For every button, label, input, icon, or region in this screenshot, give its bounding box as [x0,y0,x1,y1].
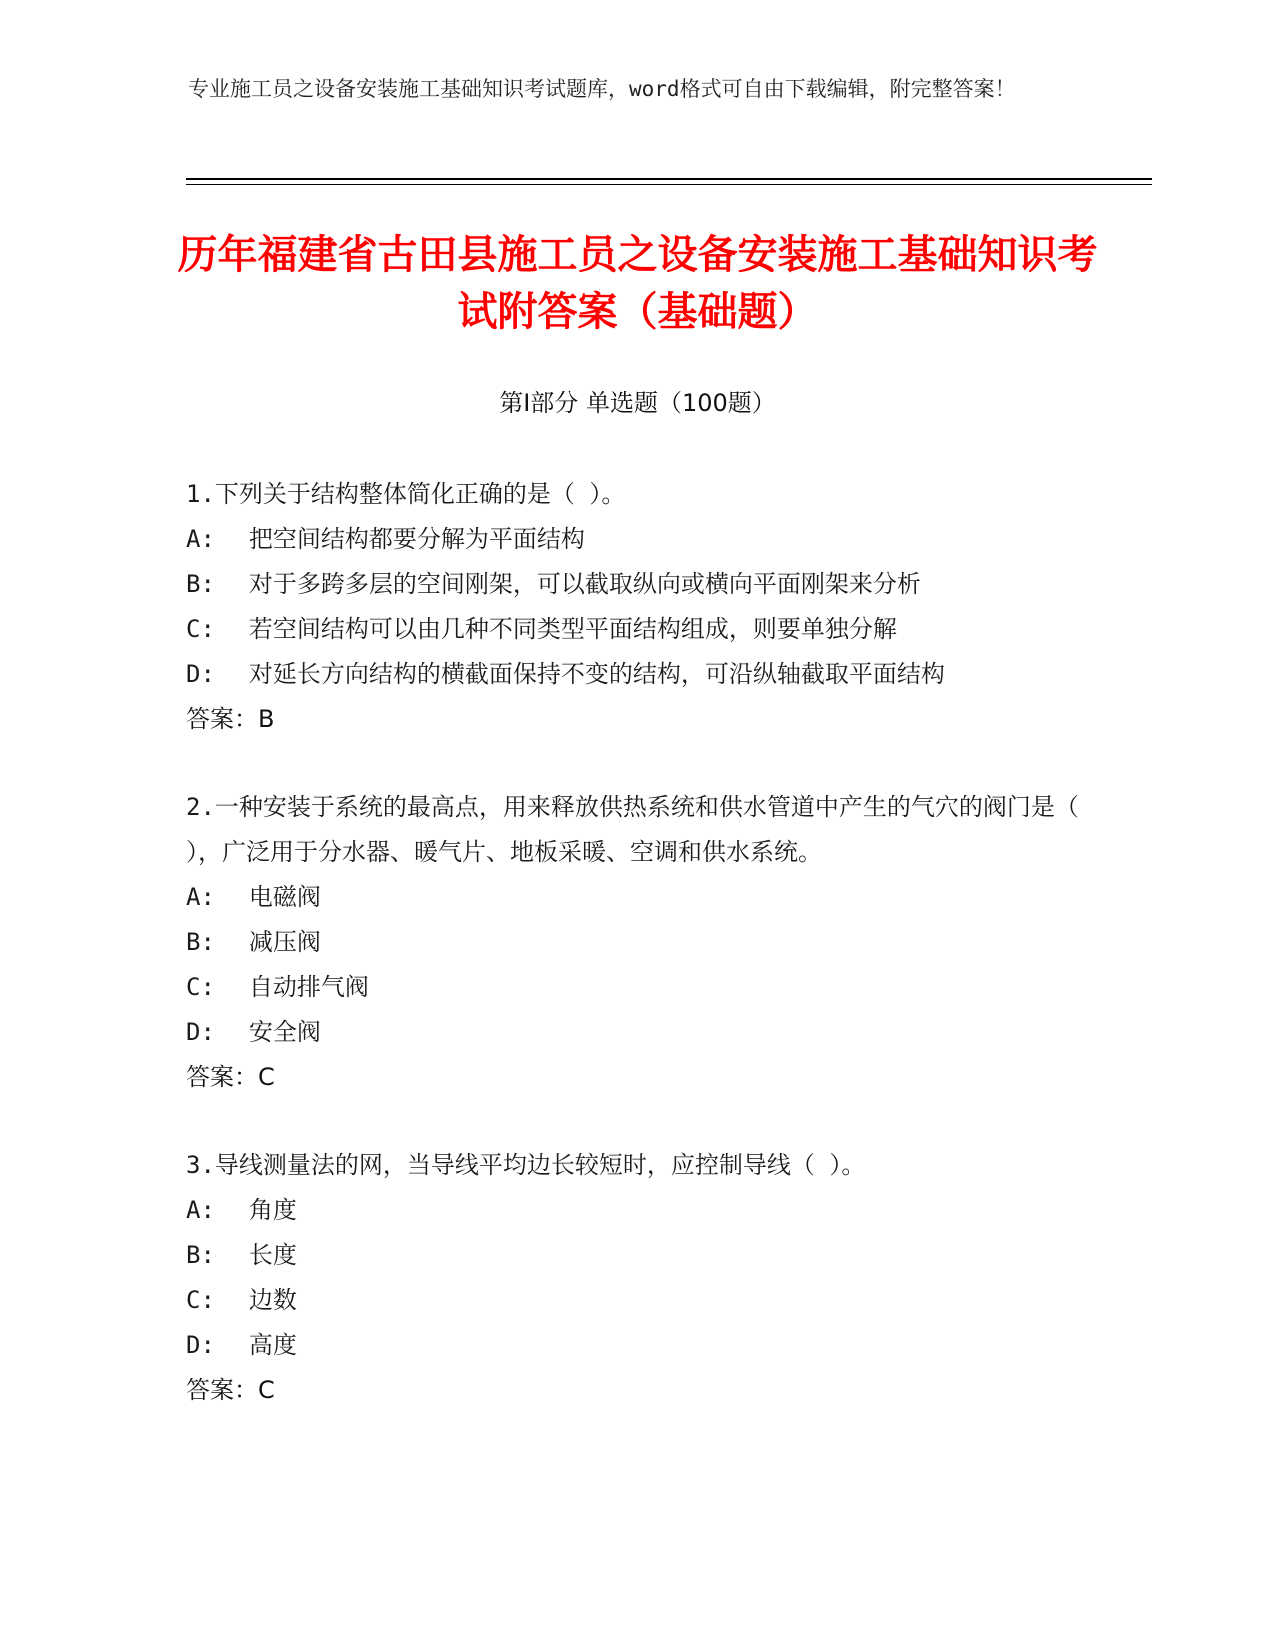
section-heading: 第Ⅰ部分 单选题（100题） [499,389,776,417]
option-text: 长度 [248,1241,297,1269]
option-d [186,1323,1086,1368]
question-stem: 3.导线测量法的网，当导线平均边长较短时，应控制导线（ ）。 [186,1151,866,1179]
option-text: 若空间结构可以由几种不同类型平面结构组成，则要单独分解 [248,615,897,643]
option-letter: A: [186,1196,215,1224]
question-3 [186,1143,1086,1413]
header-divider-thin [186,184,1152,185]
header-divider-thick [186,178,1152,180]
option-b [186,920,1086,965]
option-a [186,875,1086,920]
option-letter: D: [186,660,215,688]
answer-line: 答案：C [186,1063,275,1091]
option-letter: A: [186,525,215,553]
question-list [186,472,1086,1456]
option-d [186,652,1086,697]
answer-line: 答案：C [186,1376,275,1404]
option-text: 自动排气阀 [248,973,369,1001]
option-letter: A: [186,883,215,911]
question-2 [186,785,1086,1100]
option-text: 高度 [248,1331,297,1359]
option-a [186,517,1086,562]
option-c [186,1278,1086,1323]
option-text: 电磁阀 [248,883,321,911]
option-letter: D: [186,1331,215,1359]
option-text: 减压阀 [248,928,321,956]
question-1 [186,472,1086,742]
option-c [186,607,1086,652]
option-b [186,562,1086,607]
answer-line: 答案：B [186,705,275,733]
option-letter: C: [186,615,215,643]
option-text: 对延长方向结构的横截面保持不变的结构，可沿纵轴截取平面结构 [248,660,945,688]
option-a [186,1188,1086,1233]
option-letter: C: [186,973,215,1001]
question-stem: 1.下列关于结构整体简化正确的是（ ）。 [186,480,626,508]
option-letter: B: [186,1241,215,1269]
question-stem: 2.一种安装于系统的最高点，用来释放供热系统和供水管道中产生的气穴的阀门是（ ），广泛用于分水器、暖气片、地板采暖、空调和供水系统。 [186,793,1079,866]
option-text: 角度 [248,1196,297,1224]
option-b [186,1233,1086,1278]
option-c [186,965,1086,1010]
option-text: 边数 [248,1286,297,1314]
option-text: 对于多跨多层的空间刚架，可以截取纵向或横向平面刚架来分析 [248,570,921,598]
option-letter: B: [186,928,215,956]
option-letter: D: [186,1018,215,1046]
option-text: 把空间结构都要分解为平面结构 [248,525,585,553]
document-title: 历年福建省古田县施工员之设备安装施工基础知识考试附答案（基础题） [177,231,1098,335]
option-letter: B: [186,570,215,598]
header-note: 专业施工员之设备安装施工基础知识考试题库，word格式可自由下载编辑，附完整答案！ [188,77,1016,101]
option-d [186,1010,1086,1055]
option-letter: C: [186,1286,215,1314]
option-text: 安全阀 [248,1018,321,1046]
